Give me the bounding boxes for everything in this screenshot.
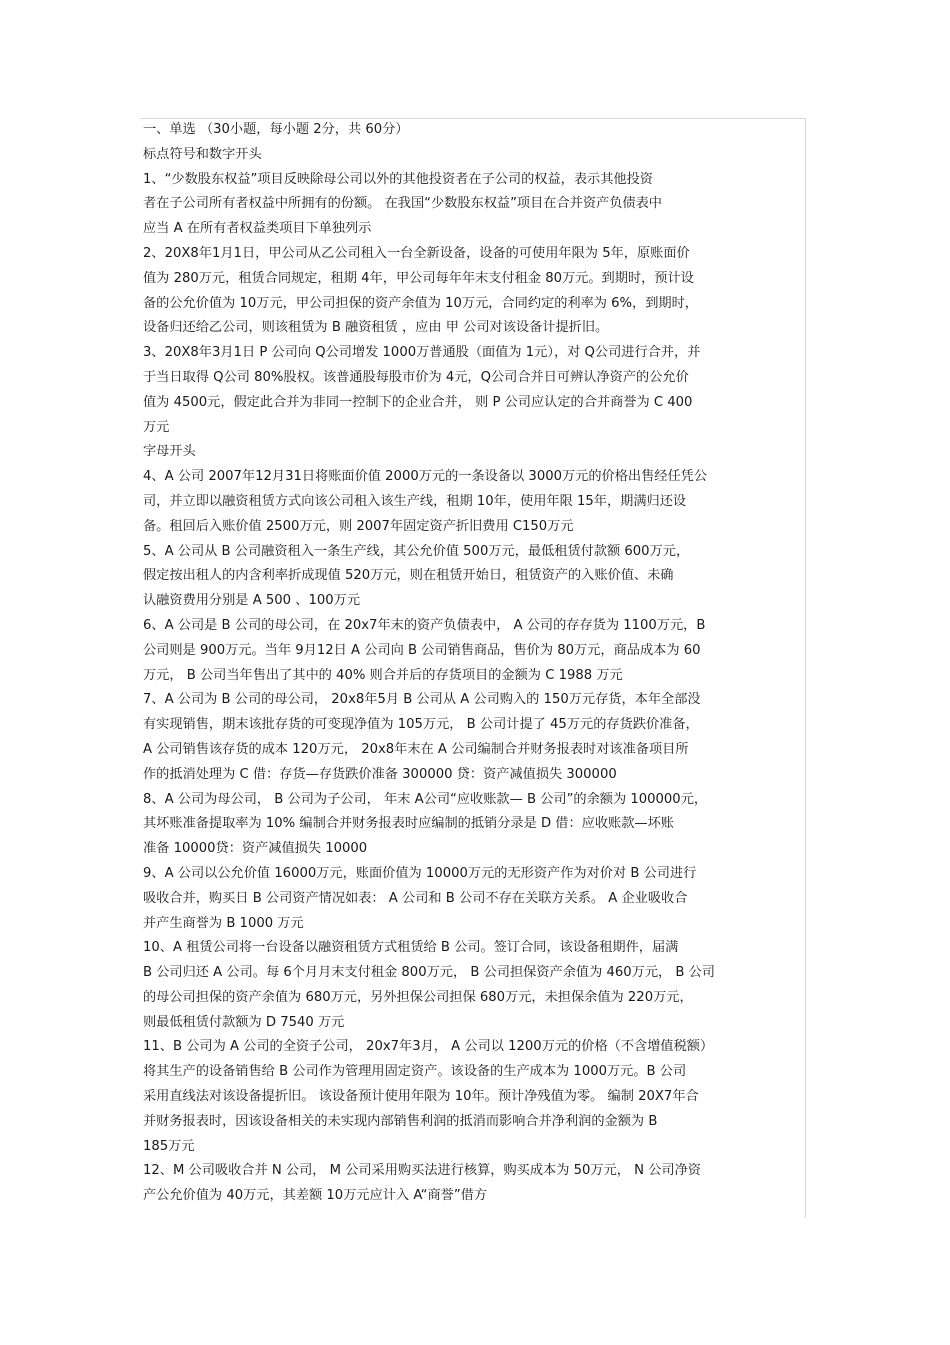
document-body — [143, 118, 805, 1209]
text-line: 假定按出租人的内含利率折成现值 520万元，则在租赁开始日，租赁资产的入账价值、未确 — [143, 568, 674, 584]
text-line: 5、A 公司从 B 公司融资租入一条生产线，其公允价值 500万元，最低租赁付款额 600万元， — [143, 543, 690, 559]
text-line: 认融资费用分别是 A 500 、100万元 — [143, 593, 361, 609]
text-line: 11、B 公司为 A 公司的全资子公司， 20x7年3月， A 公司以 1200万元的价格（不含增值税额） — [143, 1039, 714, 1055]
text-line: 将其生产的设备销售给 B 公司作为管理用固定资产。该设备的生产成本为 1000万元。B 公司 — [143, 1064, 687, 1080]
text-line: 备。租回后入账价值 2500万元，则 2007年固定资产折旧费用 C150万元 — [143, 518, 574, 534]
text-line: 产公允价值为 40万元，其差额 10万元应计入 A“商誉”借方 — [143, 1188, 488, 1204]
subsection-heading: 字母开头 — [143, 444, 196, 460]
text-line: 吸收合并，购买日 B 公司资产情况如表： A 公司和 B 公司不存在关联方关系。 A 企业吸收合 — [143, 890, 688, 906]
text-line: 185万元 — [143, 1138, 195, 1154]
text-line: B 公司归还 A 公司。每 6个月月末支付租金 800万元， B 公司担保资产余值为 460万元， B 公司 — [143, 965, 715, 981]
text-line: 6、A 公司是 B 公司的母公司，在 20x7年末的资产负债表中， A 公司的存存货为 1100万元，B — [143, 617, 706, 633]
text-line: 万元 — [143, 419, 170, 435]
text-line: 12、M 公司吸收合并 N 公司， M 公司采用购买法进行核算，购买成本为 50万元， N 公司净资 — [143, 1163, 701, 1179]
text-line: 8、A 公司为母公司， B 公司为子公司， 年末 A公司“应收账款— B 公司”的余额为 100000元， — [143, 791, 708, 807]
text-line: 采用直线法对该设备提折旧。 该设备预计使用年限为 10年。预计净残值为零。 编制 20X7年合 — [143, 1089, 699, 1105]
text-line: 9、A 公司以公允价值 16000万元，账面价值为 10000万元的无形资产作为对价对 B 公司进行 — [143, 865, 697, 881]
text-line: 准备 10000贷：资产减值损失 10000 — [143, 841, 368, 857]
text-line: 设备归还给乙公司，则该租赁为 B 融资租赁 ，应由 甲 公司对该设备计提折旧。 — [143, 320, 609, 336]
text-line: 作的抵消处理为 C 借：存货—存货跌价准备 300000 贷：资产减值损失 300000 — [143, 766, 617, 782]
text-line: 4、A 公司 2007年12月31日将账面价值 2000万元的一条设备以 3000万元的价格出售经任凭公 — [143, 469, 708, 485]
subsection-heading: 标点符号和数字开头 — [143, 146, 262, 162]
text-line: 10、A 租赁公司将一台设备以融资租赁方式租赁给 B 公司。签订合同，该设备租期件，届满 — [143, 940, 679, 956]
text-line: 万元， B 公司当年售出了其中的 40% 则合并后的存货项目的金额为 C 1988 万元 — [143, 667, 623, 683]
text-line: 值为 4500元，假定此合并为非同一控制下的企业合并， 则 P 公司应认定的合并商誉为 C 400 — [143, 394, 693, 410]
section-heading: 一、单选 （30小题，每小题 2分，共 60分） — [143, 122, 409, 137]
text-line: 并财务报表时，因该设备相关的未实现内部销售利润的抵消而影响合并净利润的金额为 B — [143, 1113, 658, 1129]
text-line: 7、A 公司为 B 公司的母公司， 20x8年5月 B 公司从 A 公司购入的 150万元存货，本年全部没 — [143, 692, 701, 708]
text-line: 公司则是 900万元。当年 9月12日 A 公司向 B 公司销售商品，售价为 80万元，商品成本为 60 — [143, 642, 701, 658]
text-line: 司，并立即以融资租赁方式向该公司租入该生产线，租期 10年，使用年限 15年，期满归还设 — [143, 493, 687, 509]
text-line: 并产生商誉为 B 1000 万元 — [143, 915, 304, 931]
text-line: 2、20X8年1月1日，甲公司从乙公司租入一台全新设备，设备的可使用年限为 5年，原账面价 — [143, 245, 690, 261]
text-line: 应当 A 在所有者权益类项目下单独列示 — [143, 221, 372, 237]
text-line: 值为 280万元，租赁合同规定，租期 4年，甲公司每年年末支付租金 80万元。到期时，预计设 — [143, 270, 694, 286]
text-line: 于当日取得 Q公司 80%股权。该普通股每股市价为 4元，Q公司合并日可辨认净资产的公允价 — [143, 369, 689, 385]
text-line: 其坏账准备提取率为 10% 编制合并财务报表时应编制的抵销分录是 D 借：应收账款—坏账 — [143, 816, 674, 832]
text-line: 有实现销售，期末该批存货的可变现净值为 105万元， B 公司计提了 45万元的存货跌价准备， — [143, 717, 699, 733]
text-line: 则最低租赁付款额为 D 7540 万元 — [143, 1014, 345, 1030]
text-line: 1、“少数股东权益”项目反映除母公司以外的其他投资者在子公司的权益，表示其他投资 — [143, 171, 653, 187]
text-line: 3、20X8年3月1日 P 公司向 Q公司增发 1000万普通股（面值为 1元），对 Q公司进行合并，并 — [143, 345, 701, 361]
text-line: 的母公司担保的资产余值为 680万元，另外担保公司担保 680万元，未担保余值为 220万元， — [143, 989, 693, 1005]
text-line: A 公司销售该存货的成本 120万元， 20x8年末在 A 公司编制合并财务报表时对该准备项目所 — [143, 741, 689, 757]
text-line: 者在子公司所有者权益中所拥有的份额。 在我国“少数股东权益”项目在合并资产负债表中 — [143, 196, 662, 212]
text-line: 备的公允价值为 10万元，甲公司担保的资产余值为 10万元，合同约定的利率为 6%，到期时， — [143, 295, 698, 311]
